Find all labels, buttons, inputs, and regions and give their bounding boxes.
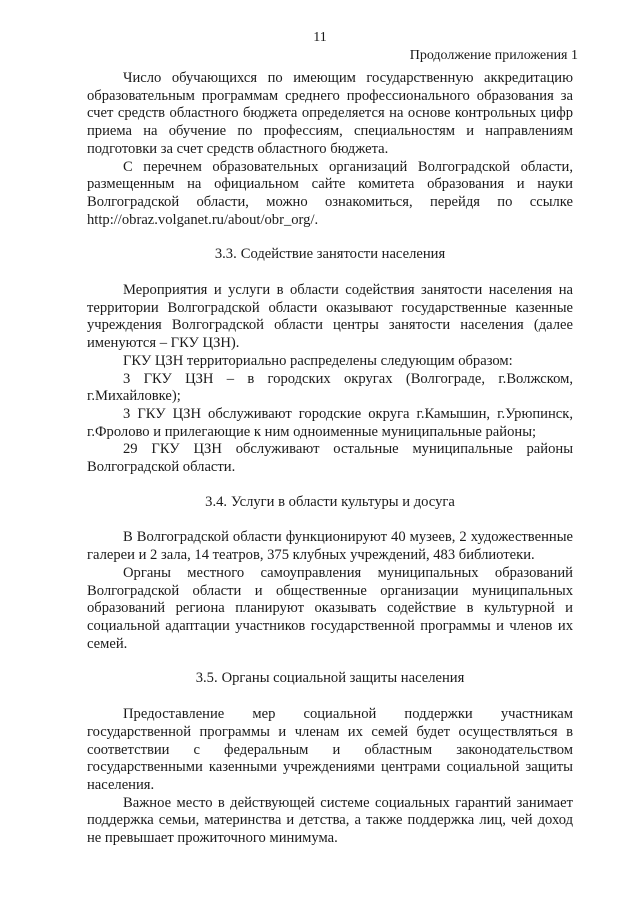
section-title: Содействие занятости населения [240,246,446,263]
paragraph: Число обучающихся по имеющим государственную аккредитацию образовательным программам среднего профессионального образования за счет средств областного бюджета определяется на основе контрольных цифр приема на обучение по профессиям, специальностям и направлениям подготовки за счет средств областного бюджета. [87,70,573,157]
document-body [87,70,573,848]
paragraph: Важное место в действующей системе социальных гарантий занимает поддержка семьи, материнства и детства, а также поддержка лиц, чей доход не превышает прожиточного минимума. [87,794,573,847]
section-number: 3.5. [195,670,218,687]
section-heading-3-4 [87,494,573,512]
paragraph: 3 ГКУ ЦЗН – в городских округах (Волгограде, г.Волжском, г.Михайловке); [87,370,573,405]
paragraph: Предоставление мер социальной поддержки участникам государственной программы и членам их семей будет осуществляться в соответствии с федеральным и областным законодательством государственными казенными учреждениями центрами социальной защиты населения. [87,706,573,793]
paragraph: Мероприятия и услуги в области содействия занятости населения на территории Волгоградской области оказывают государственные казенные учреждения Волгоградской области центры занятости населения (далее именуются – ГКУ ЦЗН). [87,282,573,352]
section-heading-3-5 [87,670,573,688]
section-number: 3.3. [214,246,237,263]
paragraph: 29 ГКУ ЦЗН обслуживают остальные муниципальные районы Волгоградской области. [87,441,573,476]
section-number: 3.4. [205,493,228,510]
continuation-note: Продолжение приложения 1 [409,48,578,63]
section-title: Органы социальной защиты населения [221,670,465,687]
section-heading-3-3 [87,246,573,264]
page-number: 11 [313,30,327,45]
paragraph: В Волгоградской области функционируют 40 музеев, 2 художественные галереи и 2 зала, 14 театров, 375 клубных учреждений, 483 библиотеки. [87,529,573,564]
paragraph: 3 ГКУ ЦЗН обслуживают городские округа г.Камышин, г.Урюпинск, г.Фролово и прилегающие к ним одноименные муниципальные районы; [87,405,573,440]
paragraph: С перечнем образовательных организаций Волгоградской области, размещенным на официальном сайте комитета образования и науки Волгоградской области, можно ознакомиться, перейдя по ссылке http://obraz.volganet.ru/about/obr_org/. [87,158,573,228]
paragraph: ГКУ ЦЗН территориально распределены следующим образом: [123,352,513,369]
section-title: Услуги в области культуры и досуга [231,493,455,510]
paragraph: Органы местного самоуправления муниципальных образований Волгоградской области и общественные организации муниципальных образований региона планируют оказывать содействие в культурной и социальной адаптации участников государственной программы и членов их семей. [87,564,573,652]
